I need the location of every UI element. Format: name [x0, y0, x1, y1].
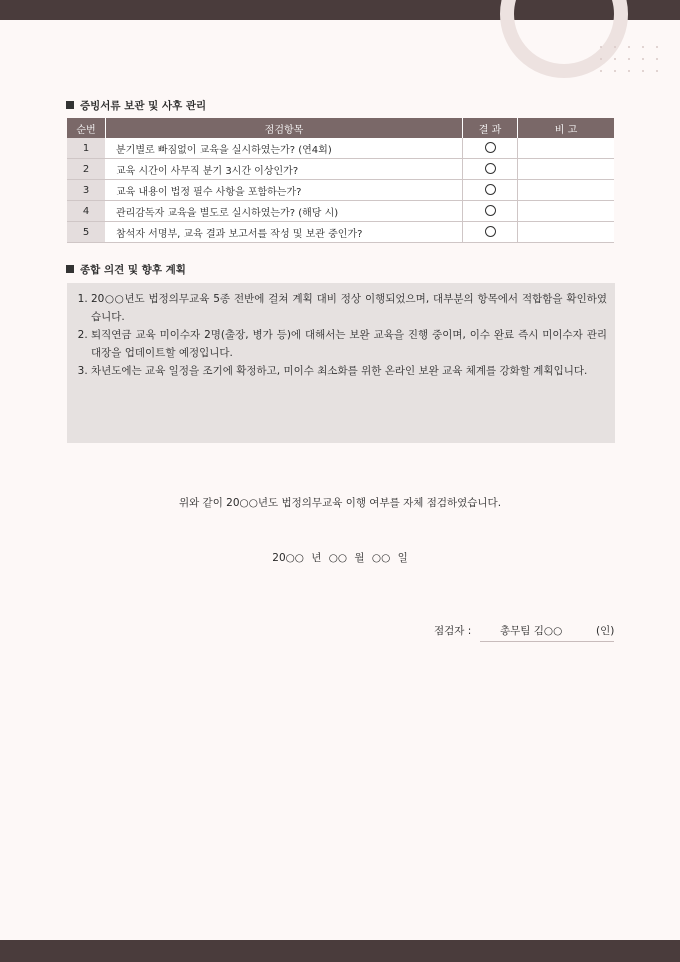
bottom-bar — [0, 940, 680, 962]
decorative-dot — [642, 70, 644, 72]
row-result — [463, 222, 518, 243]
decorative-dot — [600, 70, 602, 72]
row-result — [463, 138, 518, 159]
section-title-evidence — [66, 98, 206, 113]
table-header-row — [67, 118, 614, 138]
row-no: 4 — [67, 201, 106, 222]
decorative-dot — [614, 58, 616, 60]
list-item: 3. 차년도에는 교육 일정을 조기에 확정하고, 미이수 최소화를 위한 온라인 보완 교육 체계를 강화할 계획입니다. — [91, 362, 607, 380]
row-no: 1 — [67, 138, 106, 159]
section-title-text: 증빙서류 보관 및 사후 관리 — [80, 100, 207, 112]
decorative-dot — [656, 58, 658, 60]
row-item: 교육 내용이 법정 필수 사항을 포함하는가? — [106, 180, 463, 201]
opinion-list — [79, 290, 607, 380]
list-item: 1. 20○○년도 법정의무교육 5종 전반에 걸쳐 계획 대비 정상 이행되었으며, 대부분의 항목에서 적합함을 확인하였습니다. — [91, 290, 607, 326]
section-title-text: 종합 의견 및 향후 계획 — [80, 264, 186, 276]
circle-mark-icon — [485, 163, 496, 174]
row-item: 교육 시간이 사무직 분기 3시간 이상인가? — [106, 159, 463, 180]
row-result — [463, 159, 518, 180]
section-title-opinion — [66, 262, 186, 277]
table-row — [67, 159, 614, 180]
signature-line — [480, 641, 614, 642]
circle-mark-icon — [485, 205, 496, 216]
list-item: 2. 퇴직연금 교육 미이수자 2명(출장, 병가 등)에 대해서는 보완 교육을 진행 중이며, 이수 완료 즉시 미이수자 관리대장을 업데이트할 예정입니다. — [91, 326, 607, 362]
decorative-dot — [628, 70, 630, 72]
decorative-dot — [614, 70, 616, 72]
header-result: 결 과 — [463, 118, 518, 138]
square-bullet-icon — [66, 101, 74, 109]
decorative-dot — [600, 46, 602, 48]
table-row — [67, 138, 614, 159]
decorative-dot — [600, 58, 602, 60]
header-note: 비 고 — [518, 118, 615, 138]
decorative-dot — [642, 46, 644, 48]
confirmation-statement: 위와 같이 20○○년도 법정의무교육 이행 여부를 자체 점검하였습니다. — [178, 497, 502, 509]
row-note — [518, 222, 615, 243]
row-result — [463, 180, 518, 201]
row-item: 참석자 서명부, 교육 결과 보고서를 작성 및 보관 중인가? — [106, 222, 463, 243]
header-item: 점검항목 — [106, 118, 463, 138]
row-result — [463, 201, 518, 222]
row-item: 관리감독자 교육을 별도로 실시하였는가? (해당 시) — [106, 201, 463, 222]
table-row — [67, 222, 614, 243]
signature-name: 총무팀 김○○ — [500, 625, 563, 637]
decorative-dot — [656, 46, 658, 48]
table-row — [67, 201, 614, 222]
signature-seal: (인) — [596, 625, 615, 637]
circle-mark-icon — [485, 184, 496, 195]
decorative-dot — [642, 58, 644, 60]
row-note — [518, 201, 615, 222]
decorative-dot — [656, 70, 658, 72]
square-bullet-icon — [66, 265, 74, 273]
row-note — [518, 180, 615, 201]
checklist-table — [67, 118, 614, 243]
row-note — [518, 138, 615, 159]
signature-label: 점검자 : — [434, 625, 472, 637]
decorative-dot — [628, 58, 630, 60]
table-row — [67, 180, 614, 201]
circle-mark-icon — [485, 226, 496, 237]
inspection-date: 20○○ 년 ○○ 월 ○○ 일 — [272, 552, 408, 564]
decorative-dot — [614, 46, 616, 48]
row-no: 5 — [67, 222, 106, 243]
decorative-dot — [628, 46, 630, 48]
row-item: 분기별로 빠짐없이 교육을 실시하였는가? (연4회) — [106, 138, 463, 159]
row-no: 3 — [67, 180, 106, 201]
header-no: 순번 — [67, 118, 106, 138]
opinion-box — [67, 283, 615, 443]
row-note — [518, 159, 615, 180]
decorative-dots — [600, 46, 670, 76]
circle-mark-icon — [485, 142, 496, 153]
row-no: 2 — [67, 159, 106, 180]
